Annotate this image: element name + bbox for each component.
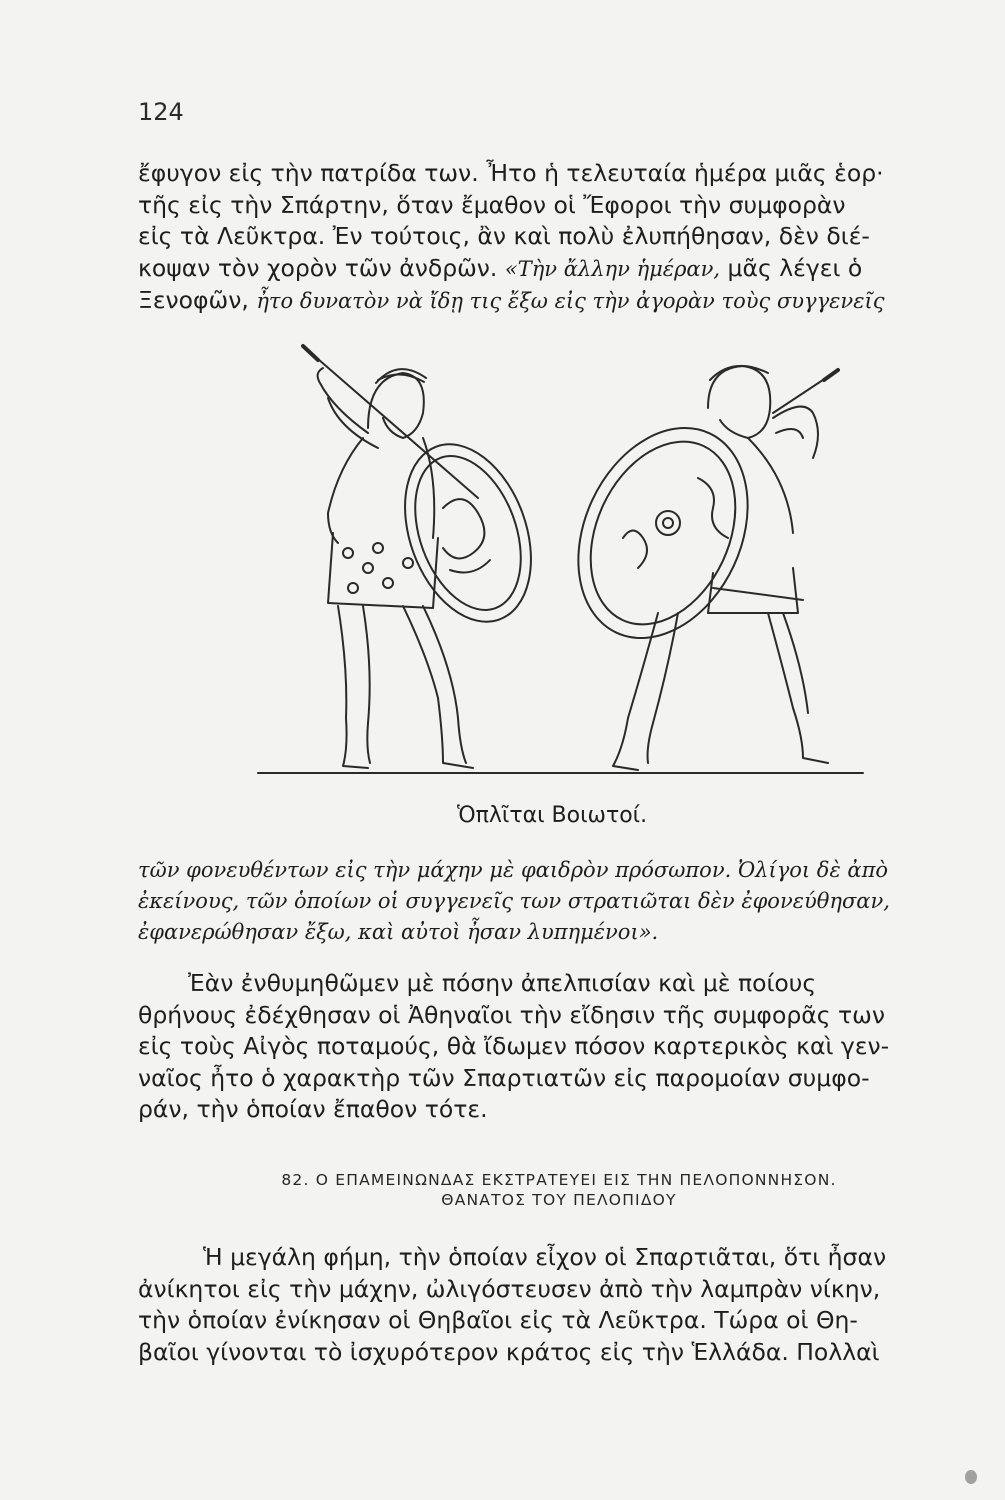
text-segment: κοψαν τὸν χορὸν τῶν ἀνδρῶν. [138, 253, 505, 282]
text-line: τῶν φονευθέντων εἰς τὴν μάχην μὲ φαιδρὸν πρόσωπον. Ὀλίγοι δὲ ἀπὸ [138, 858, 889, 882]
text-segment: μᾶς λέγει ὁ [720, 253, 863, 282]
text-line: εἰς τὰ Λεῦκτρα. Ἐν τούτοις, ἂν καὶ πολὺ ἐλυπήθησαν, δὲν διέ- [138, 222, 870, 250]
quote-text: ἦτο δυνατὸν νὰ ἴδῃ τις ἔξω εἰς τὴν ἀγορὰν τοὺς συγγενεῖς [256, 289, 885, 313]
ink-smudge [965, 1470, 977, 1484]
text-line [138, 285, 980, 318]
section-heading-line2: ΘΑΝΑΤΟΣ ΤΟΥ ΠΕΛΟΠΙΔΟΥ [441, 1191, 677, 1209]
paragraph-2-quote [138, 855, 980, 948]
text-line: τῆς εἰς τὴν Σπάρτην, ὅταν ἔμαθον οἱ Ἔφοροι τὴν συμφορὰν [138, 190, 846, 219]
text-line: εἰς τοὺς Αἰγὸς ποταμούς, θὰ ἴδωμεν πόσον καρτερικὸς καὶ γεν- [138, 1032, 890, 1060]
page-number: 124 [138, 98, 184, 126]
left-hoplite [303, 346, 554, 768]
text-line: ἔφυγον εἰς τὴν πατρίδα των. Ἦτο ἡ τελευταία ἡμέρα μιᾶς ἑορ· [138, 159, 884, 187]
hoplites-illustration [228, 338, 878, 788]
text-segment: Ξενοφῶν, [138, 286, 257, 314]
text-line: Ἡ μεγάλη φήμη, τὴν ὁποίαν εἶχον οἱ Σπαρτιᾶται, ὅτι ἦσαν [203, 1243, 887, 1271]
right-hoplite [546, 366, 838, 770]
text-line: ἀνίκητοι εἰς τὴν μάχην, ὠλιγόστευσεν ἀπὸ τὴν λαμπρὰν νίκην, [138, 1274, 881, 1303]
paragraph-3 [138, 968, 980, 1126]
paragraph-1 [138, 158, 980, 318]
text-line: Ἐὰν ἐνθυμηθῶμεν μὲ πόσην ἀπελπισίαν καὶ μὲ ποίους [188, 969, 817, 997]
text-line [138, 253, 980, 286]
section-heading [138, 1170, 980, 1210]
paragraph-4 [138, 1242, 980, 1368]
text-line: βαῖοι γίνονται τὸ ἰσχυρότερον κράτος εἰς τὴν Ἑλλάδα. Πολλαὶ [138, 1337, 880, 1366]
text-line: ἐφανερώθησαν ἔξω, καὶ αὐτοὶ ἦσαν λυπημένοι». [138, 920, 659, 944]
text-line: ναῖος ἦτο ὁ χαρακτὴρ τῶν Σπαρτιατῶν εἰς παρομοίαν συμφο- [138, 1063, 870, 1092]
text-line: ράν, τὴν ὁποίαν ἔπαθον τότε. [138, 1095, 488, 1123]
text-line: τὴν ὁποίαν ἐνίκησαν οἱ Θηβαῖοι εἰς τὰ Λεῦκτρα. Τώρα οἱ Θη- [138, 1306, 858, 1334]
quote-start: «Τὴν ἄλλην ἡμέραν, [504, 256, 721, 281]
text-line: θρήνους ἐδέχθησαν οἱ Ἀθηναῖοι τὴν εἴδησιν τῆς συμφορᾶς των [138, 1000, 885, 1029]
section-heading-line1: 82. Ο ΕΠΑΜΕΙΝΩΝΔΑΣ ΕΚΣΤΡΑΤΕΥΕΙ ΕΙΣ ΤΗΝ ΠΕΛΟΠΟΝΝΗΣΟΝ. [281, 1171, 837, 1189]
vase-painting-drawing [228, 338, 878, 788]
figure-caption: Ὁπλῖται Βοιωτοί. [457, 803, 648, 828]
text-line: ἐκείνους, τῶν ὁποίων οἱ συγγενεῖς των στρατιῶται δὲν ἐφονεύθησαν, [138, 889, 890, 913]
